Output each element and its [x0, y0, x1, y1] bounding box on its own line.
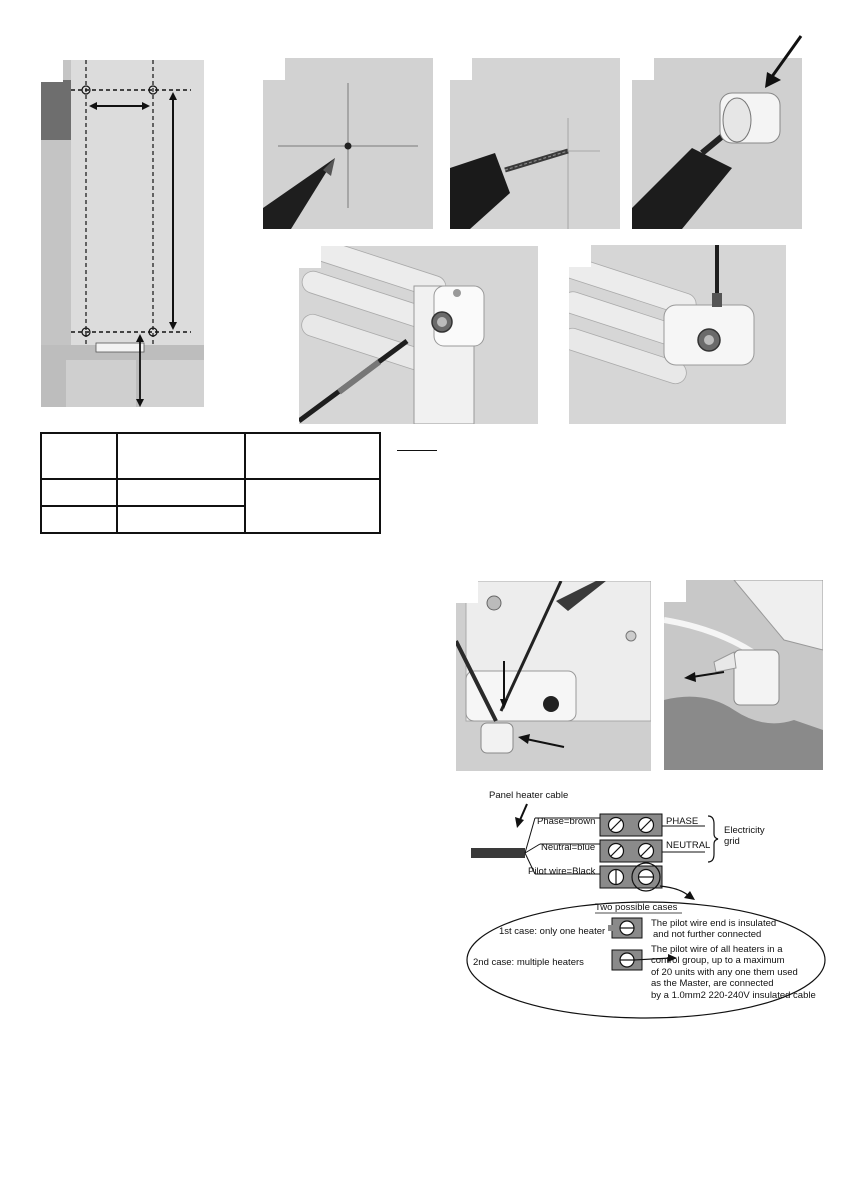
bracket-tighten-illustration [569, 245, 786, 424]
step-number-box [41, 60, 63, 82]
table-cell [245, 433, 380, 479]
grid-label-line1: Electricity [724, 825, 765, 836]
case2-desc-line4: as the Master, are connected [651, 978, 774, 989]
table-cell [41, 433, 117, 479]
case2-label: 2nd case: multiple heaters [473, 957, 584, 968]
panel-heater-cable [471, 848, 525, 858]
table-cell [117, 433, 245, 479]
cable-label: Panel heater cable [489, 790, 569, 801]
arrow-to-wall-plug [755, 34, 805, 94]
drilling-illustration [450, 58, 620, 229]
case1-label: 1st case: only one heater [499, 926, 606, 937]
cases-title: Two possible cases [595, 902, 678, 913]
step-number-box [632, 58, 654, 80]
photo-bracket-screw [299, 246, 538, 424]
pilot-wire-label: Pilot wire=Black [528, 866, 596, 877]
grid-brace [708, 816, 718, 862]
phase-wire-label: Phase=brown [537, 816, 596, 827]
table-cell [245, 479, 380, 533]
photo-bracket-tighten [569, 245, 786, 424]
step-number-box [569, 245, 591, 267]
photo-wall-marking [41, 60, 204, 407]
table-row [41, 433, 380, 479]
dimensions-table [40, 432, 381, 534]
table-cell [41, 506, 117, 533]
photo-cover-removal [664, 580, 823, 770]
phase-label: PHASE [666, 816, 699, 827]
neutral-label: NEUTRAL [666, 840, 711, 851]
case2-desc-line1: The pilot wire of all heaters in a [651, 944, 783, 955]
case1-desc-line1: The pilot wire end is insulated [651, 918, 777, 929]
wiring-diagram [465, 786, 835, 1020]
photo-drilling [450, 58, 620, 229]
cover-removal-illustration [664, 580, 823, 770]
step-number-box [299, 246, 321, 268]
case2-desc-line5: by a 1.0mm2 220-240V insulated cable [651, 990, 816, 1001]
pencil-mark-illustration [263, 58, 433, 229]
table-cell [41, 479, 117, 506]
wall-marking-illustration [41, 60, 204, 407]
table-cell [117, 479, 245, 506]
case2-desc-line3: of 20 units with any one them used [651, 967, 798, 978]
note-underline [397, 450, 437, 451]
step-number-box [263, 58, 285, 80]
step-number-box [456, 581, 478, 603]
grid-label-line2: grid [724, 836, 740, 847]
step-number-box [450, 58, 472, 80]
table-row [41, 479, 380, 506]
photo-terminal-box [456, 581, 651, 771]
terminal-box-illustration [456, 581, 651, 771]
bracket-screw-illustration [299, 246, 538, 424]
case2-desc-line2: control group, up to a maximum [651, 955, 785, 966]
photo-pencil-mark [263, 58, 433, 229]
step-number-box [664, 580, 686, 602]
case1-desc-line2: and not further connected [653, 929, 762, 940]
table-cell [117, 506, 245, 533]
neutral-wire-label: Neutral=blue [541, 842, 596, 853]
